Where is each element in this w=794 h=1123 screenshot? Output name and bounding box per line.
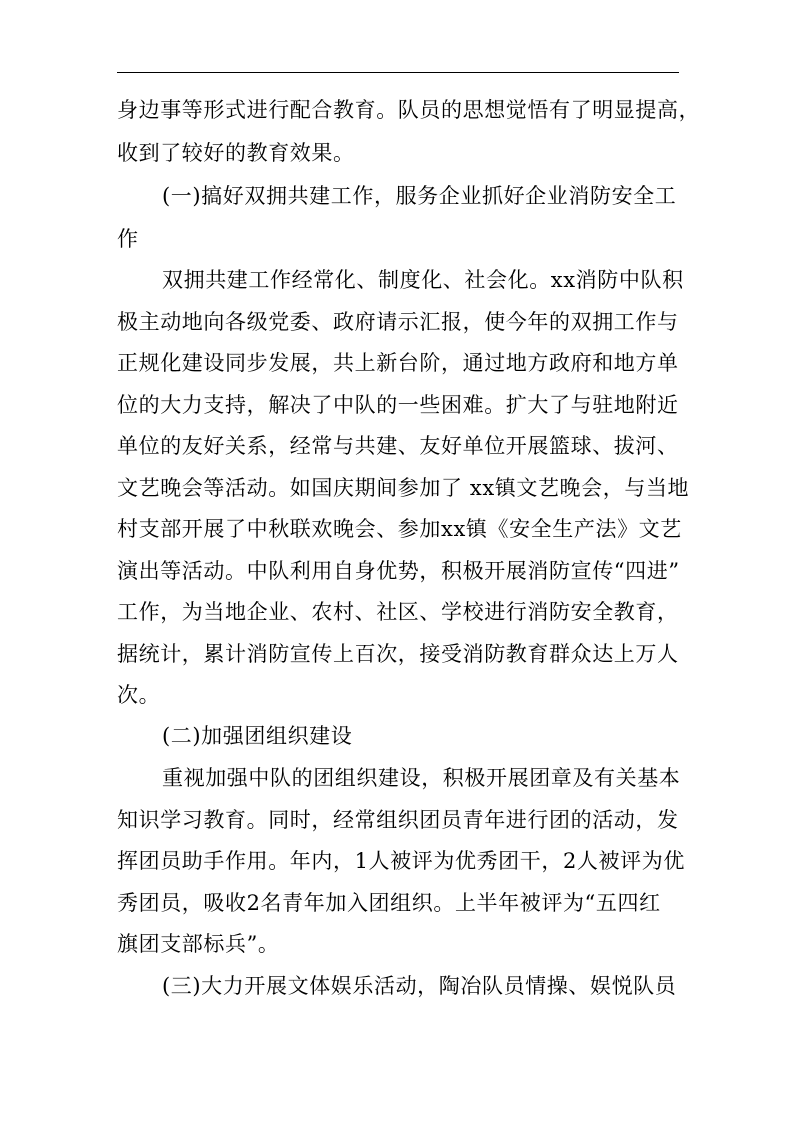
paragraph-line: 单位的友好关系，经常与共建、友好单位开展篮球、拔河、 bbox=[117, 434, 679, 458]
paragraph-line: 极主动地向各级党委、政府请示汇报，使今年的双拥工作与 bbox=[117, 310, 679, 334]
paragraph-line: 知识学习教育。同时，经常组织团员青年进行团的活动，发 bbox=[117, 808, 679, 832]
section-heading-3: (三)大力开展文体娱乐活动，陶冶队员情操、娱悦队员 bbox=[162, 974, 677, 998]
paragraph-line: 收到了较好的教育效果。 bbox=[117, 141, 355, 165]
paragraph-line: 秀团员，吸收2名青年加入团组织。上半年被评为“五四红 bbox=[117, 891, 661, 915]
paragraph-line: 文艺晚会等活动。如国庆期间参加了 xx镇文艺晚会，与当地 bbox=[117, 476, 690, 500]
paragraph-line: 次。 bbox=[117, 683, 161, 707]
header-rule bbox=[117, 72, 679, 73]
paragraph-line: 双拥共建工作经常化、制度化、社会化。xx消防中队积 bbox=[162, 268, 684, 292]
paragraph-line: 位的大力支持，解决了中队的一些困难。扩大了与驻地附近 bbox=[117, 393, 679, 417]
paragraph-line: 重视加强中队的团组织建设，积极开展团章及有关基本 bbox=[162, 766, 681, 790]
paragraph-line: 村支部开展了中秋联欢晚会、参加xx镇《安全生产法》文艺 bbox=[117, 517, 682, 541]
paragraph-line: 身边事等形式进行配合教育。队员的思想觉悟有了明显提高， bbox=[117, 98, 701, 122]
section-heading-2: (二)加强团组织建设 bbox=[162, 724, 353, 748]
paragraph-line: 据统计，累计消防宣传上百次，接受消防教育群众达上万人 bbox=[117, 642, 679, 666]
section-heading-1: (一)搞好双拥共建工作，服务企业抓好企业消防安全工 bbox=[162, 184, 677, 208]
section-heading-1-cont: 作 bbox=[117, 227, 139, 251]
paragraph-line: 演出等活动。中队利用自身优势，积极开展消防宣传“四进” bbox=[117, 559, 680, 583]
paragraph-line: 挥团员助手作用。年内，1人被评为优秀团干，2人被评为优 bbox=[117, 849, 685, 873]
paragraph-line: 工作，为当地企业、农村、社区、学校进行消防安全教育， bbox=[117, 600, 679, 624]
paragraph-line: 正规化建设同步发展，共上新台阶，通过地方政府和地方单 bbox=[117, 351, 679, 375]
paragraph-line: 旗团支部标兵”。 bbox=[117, 932, 280, 956]
